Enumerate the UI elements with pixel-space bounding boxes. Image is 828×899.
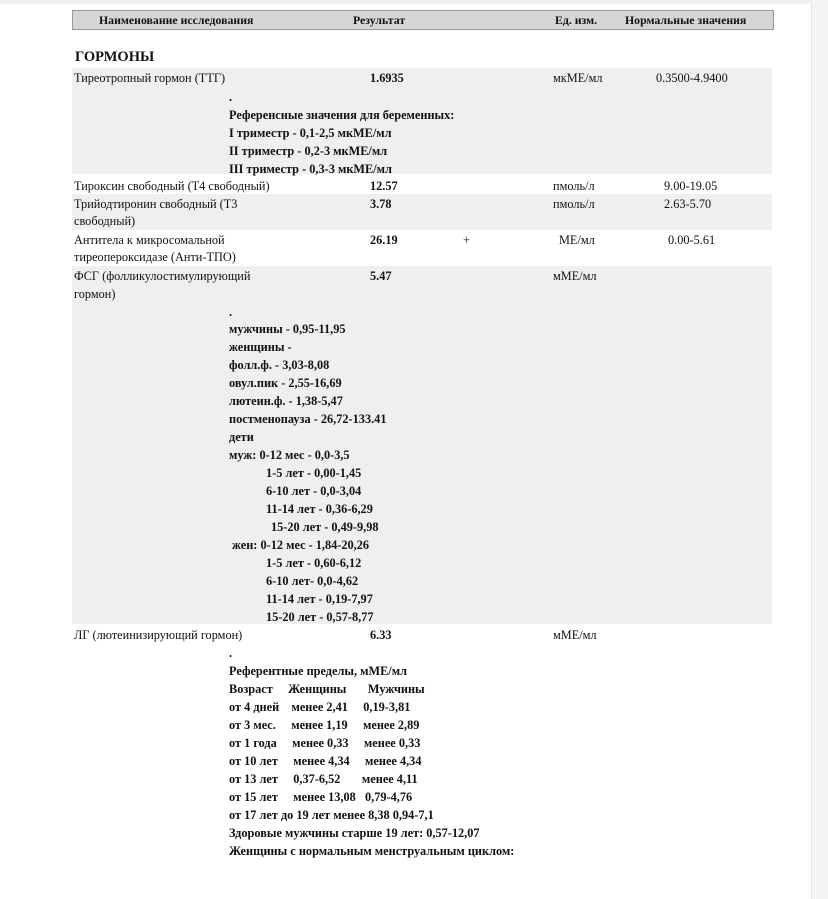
ref-line: 1-5 лет - 0,00-1,45	[266, 466, 362, 480]
ref-line: от 3 мес. менее 1,19 менее 2,89	[229, 718, 420, 732]
ref-line: от 17 лет до 19 лет менее 8,38 0,94-7,1	[229, 808, 434, 822]
test-norm-t3: 2.63-5.70	[664, 197, 712, 211]
test-result-lh: 6.33	[370, 628, 392, 642]
ref-line: II триместр - 0,2-3 мкМЕ/мл	[229, 144, 388, 158]
test-norm-tpo: 0.00-5.61	[668, 233, 716, 247]
ref-line: Здоровые мужчины старше 19 лет: 0,57-12,07	[229, 826, 480, 840]
test-result-ttg: 1.6935	[370, 71, 404, 85]
header-unit: Ед. изм.	[555, 13, 598, 27]
ref-line: 15-20 лет - 0,49-9,98	[271, 520, 379, 534]
ref-line: от 13 лет 0,37-6,52 менее 4,11	[229, 772, 418, 786]
test-norm-ttg: 0.3500-4.9400	[656, 71, 728, 85]
test-name-tpo-line2: тиреопероксидазе (Анти-ТПО)	[74, 250, 236, 264]
test-unit-t3: пмоль/л	[553, 197, 595, 211]
ref-line: лютеин.ф. - 1,38-5,47	[229, 394, 343, 408]
test-result-t4: 12.57	[370, 179, 398, 193]
ref-line: Референтные пределы, мМЕ/мл	[229, 664, 407, 678]
ref-line: 1-5 лет - 0,60-6,12	[266, 556, 362, 570]
ref-line: от 4 дней менее 2,41 0,19-3,81	[229, 700, 411, 714]
header-result: Результат	[353, 13, 406, 27]
test-flag-tpo: +	[463, 233, 470, 247]
test-result-t3: 3.78	[370, 197, 392, 211]
ref-line: от 15 лет менее 13,08 0,79-4,76	[229, 790, 413, 804]
header-norm: Нормальные значения	[625, 13, 747, 27]
ref-dot-fsh: .	[229, 305, 233, 319]
ref-line: жен: 0-12 мес - 1,84-20,26	[232, 538, 370, 552]
header-name: Наименование исследования	[99, 13, 254, 27]
ref-line: 6-10 лет - 0,0-3,04	[266, 484, 362, 498]
test-unit-tpo: МЕ/мл	[559, 233, 595, 247]
page-top-edge	[0, 0, 811, 4]
test-unit-t4: пмоль/л	[553, 179, 595, 193]
test-name-lh: ЛГ (лютеинизирующий гормон)	[74, 628, 243, 642]
ref-line: овул.пик - 2,55-16,69	[229, 376, 342, 390]
ref-dot-ttg: .	[229, 90, 233, 104]
ref-line: Возраст Женщины Мужчины	[229, 682, 425, 696]
test-name-ttg: Тиреотропный гормон (ТТГ)	[74, 71, 226, 85]
test-name-t4: Тироксин свободный (Т4 свободный)	[74, 179, 270, 193]
ref-line: Референсные значения для беременных:	[229, 108, 455, 122]
ref-line: 11-14 лет - 0,19-7,97	[266, 592, 373, 606]
test-name-fsh-line2: гормон)	[74, 287, 116, 301]
ref-line: постменопауза - 26,72-133.41	[229, 412, 387, 426]
ref-line: женщины -	[229, 340, 292, 354]
ref-line: дети	[229, 430, 254, 444]
ref-line: фолл.ф. - 3,03-8,08	[229, 358, 330, 372]
test-name-fsh: ФСГ (фолликулостимулирующий	[74, 269, 251, 283]
ref-line: 15-20 лет - 0,57-8,77	[266, 610, 374, 624]
test-unit-lh: мМЕ/мл	[553, 628, 597, 642]
page-right-edge	[811, 0, 828, 899]
test-name-tpo: Антитела к микросомальной	[74, 233, 225, 247]
test-result-fsh: 5.47	[370, 269, 392, 283]
ref-line: 6-10 лет- 0,0-4,62	[266, 574, 359, 588]
row-band-fsh	[72, 266, 772, 624]
ref-line: мужчины - 0,95-11,95	[229, 322, 346, 336]
test-result-tpo: 26.19	[370, 233, 398, 247]
ref-line: от 1 года менее 0,33 менее 0,33	[229, 736, 421, 750]
section-title: ГОРМОНЫ	[75, 49, 155, 65]
table-header	[72, 10, 774, 30]
ref-line: от 10 лет менее 4,34 менее 4,34	[229, 754, 422, 768]
test-norm-t4: 9.00-19.05	[664, 179, 718, 193]
test-name-t3-line2: свободный)	[74, 214, 136, 228]
ref-line: III триместр - 0,3-3 мкМЕ/мл	[229, 162, 392, 176]
ref-line: 11-14 лет - 0,36-6,29	[266, 502, 373, 516]
ref-line: Женщины с нормальным менструальным циклом:	[229, 844, 515, 858]
test-unit-fsh: мМЕ/мл	[553, 269, 597, 283]
test-name-t3: Трийодтиронин свободный (Т3	[74, 197, 238, 211]
ref-dot-lh: .	[229, 646, 233, 660]
ref-line: I триместр - 0,1-2,5 мкМЕ/мл	[229, 126, 392, 140]
test-unit-ttg: мкМЕ/мл	[553, 71, 603, 85]
ref-line: муж: 0-12 мес - 0,0-3,5	[229, 448, 350, 462]
